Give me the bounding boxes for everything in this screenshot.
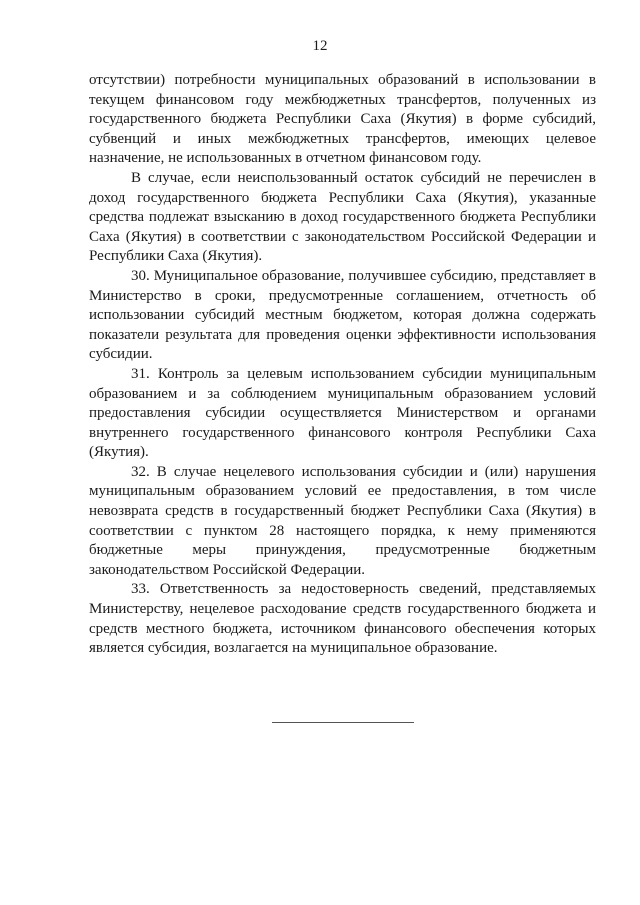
page-number: 12 (312, 38, 328, 54)
document-body (89, 71, 596, 659)
paragraph-32-misuse: 32. В случае нецелевого использования субсидии и (или) нарушения муниципальным образованием условий ее предоставления, в том числе невозврата средств в государственный бюджет Республики Саха (Якутия) в соответствии с пунктом 28 настоящего порядка, к нему применяются бюджетные меры принуждения, предусмотренные бюджетным законодательством Российской Федерации. (89, 463, 596, 578)
paragraph-continued: отсутствии) потребности муниципальных образований в использовании в текущем финансовом году межбюджетных трансфертов, полученных из государственного бюджета Республики Саха (Якутия) в форме субсидий, субвенций и иных межбюджетных трансфертов, имеющих целевое назначение, не использованных в отчетном финансовом году. (89, 72, 596, 167)
paragraph-31-control: 31. Контроль за целевым использованием субсидии муниципальным образованием и за соблюдением муниципальным образованием условий предоставления субсидии осуществляется Министерством и органами внутреннего государственного финансового контроля Республики Саха (Якутия). (89, 365, 596, 461)
paragraph-33-responsibility: 33. Ответственность за недостоверность сведений, представляемых Министерству, нецелевое расходование средств государственного бюджета и средств местного бюджета, источником финансового обеспечения которых является субсидия, возлагается на муниципальное образование. (89, 581, 596, 657)
paragraph-unused-balance: В случае, если неиспользованный остаток субсидий не перечислен в доход государственного бюджета Республики Саха (Якутия), указанные средства подлежат взысканию в доход государственного бюджета Республики Саха (Якутия) в соответствии с законодательством Российской Федерации и Республики Саха (Якутия). (89, 169, 596, 265)
end-divider-line (272, 722, 414, 723)
paragraph-30-reporting: 30. Муниципальное образование, получившее субсидию, представляет в Министерство в сроки, предусмотренные соглашением, отчетность об использовании субсидий местным бюджетом, которая должна содержать показатели результата для проведения оценки эффективности использования субсидии. (89, 267, 596, 363)
